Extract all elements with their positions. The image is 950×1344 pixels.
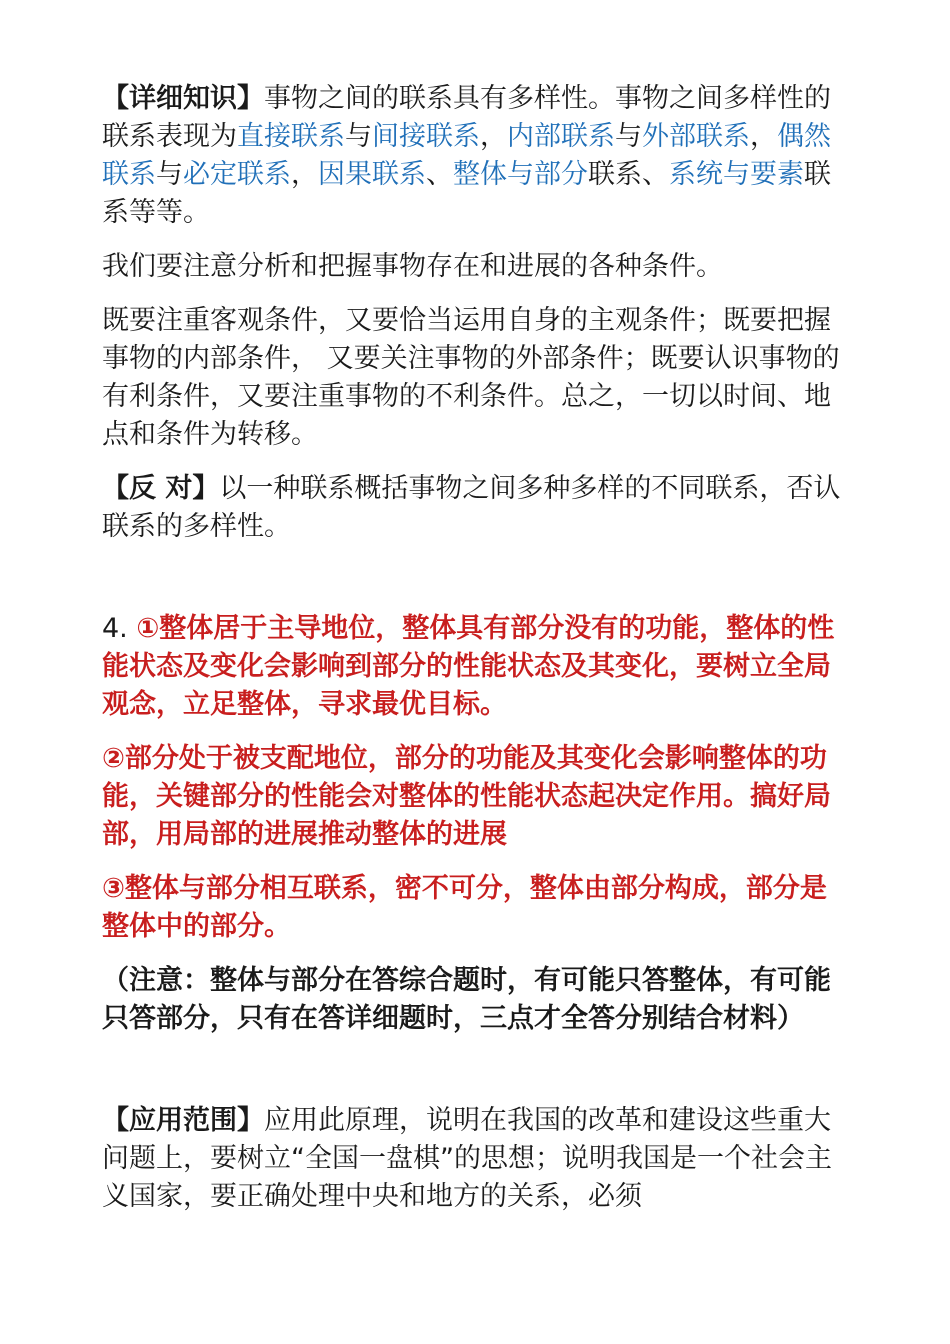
point4-paragraph-1 — [102, 610, 850, 724]
detail-text: ， — [750, 121, 777, 152]
point4-text-1: ①整体居于主导地位，整体具有部分没有的功能，整体的性能状态及变化会影响到部分的性能状态及其变化，要树立全局观念，立足整体，寻求最优目标。 — [102, 613, 835, 720]
oppose-text: 以一种联系概括事物之间多种多样的不同联系，否认联系的多样性。 — [102, 473, 841, 542]
keyword-accidental: 偶然联系 — [102, 121, 831, 190]
scope-tag: 【应用范围】 — [102, 1105, 264, 1136]
scope-paragraph — [102, 1102, 850, 1216]
keyword-direct: 直接联系 — [237, 121, 345, 152]
keyword-indirect: 间接联系 — [372, 121, 480, 152]
keyword-causal: 因果联系 — [318, 159, 426, 190]
keyword-external: 外部联系 — [642, 121, 750, 152]
detail-text: 、 — [426, 159, 453, 190]
point4-number: 4. — [102, 613, 137, 644]
detail-text: 事物之间的联系具有多样性。事物之间多样性的联系表现为 — [102, 83, 831, 152]
detail-text: ， — [480, 121, 507, 152]
note-paragraph: （注意：整体与部分在答综合题时，有可能只答整体，有可能只答部分，只有在答详细题时，三点才全答分别结合材料） — [102, 965, 831, 1034]
detail-text: 与 — [156, 159, 183, 190]
detail-tag: 【详细知识】 — [102, 83, 264, 114]
keyword-necessary: 必定联系 — [183, 159, 291, 190]
point4-paragraph-2: ②部分处于被支配地位，部分的功能及其变化会影响整体的功能，关键部分的性能会对整体的性能状态起决定作用。搞好局部，用局部的进展推动整体的进展 — [102, 743, 831, 850]
detail-text: 与 — [345, 121, 372, 152]
oppose-paragraph — [102, 470, 850, 546]
oppose-tag: 【反 对】 — [102, 473, 220, 504]
keyword-whole-part: 整体与部分 — [453, 159, 588, 190]
detail-text: 联系等等。 — [102, 159, 831, 228]
conditions-paragraph: 我们要注意分析和把握事物存在和进展的各种条件。 — [102, 251, 723, 282]
detail-paragraph — [102, 80, 850, 232]
keyword-internal: 内部联系 — [507, 121, 615, 152]
scope-text: 应用此原理，说明在我国的改革和建设这些重大问题上，要树立“全国一盘棋”的思想；说明我国是一个社会主义国家，要正确处理中央和地方的关系，必须 — [102, 1105, 832, 1212]
conditions-detail-paragraph: 既要注重客观条件，又要恰当运用自身的主观条件；既要把握事物的内部条件， 又要关注事物的外部条件；既要认识事物的有利条件，又要注重事物的不利条件。总之，一切以时间、地点和条件为转移。 — [102, 305, 840, 450]
point4-paragraph-3: ③整体与部分相互联系，密不可分，整体由部分构成，部分是整体中的部分。 — [102, 873, 827, 942]
detail-text: 与 — [615, 121, 642, 152]
keyword-system-element: 系统与要素 — [669, 159, 804, 190]
detail-text: 联系、 — [588, 159, 669, 190]
detail-text: ， — [291, 159, 318, 190]
